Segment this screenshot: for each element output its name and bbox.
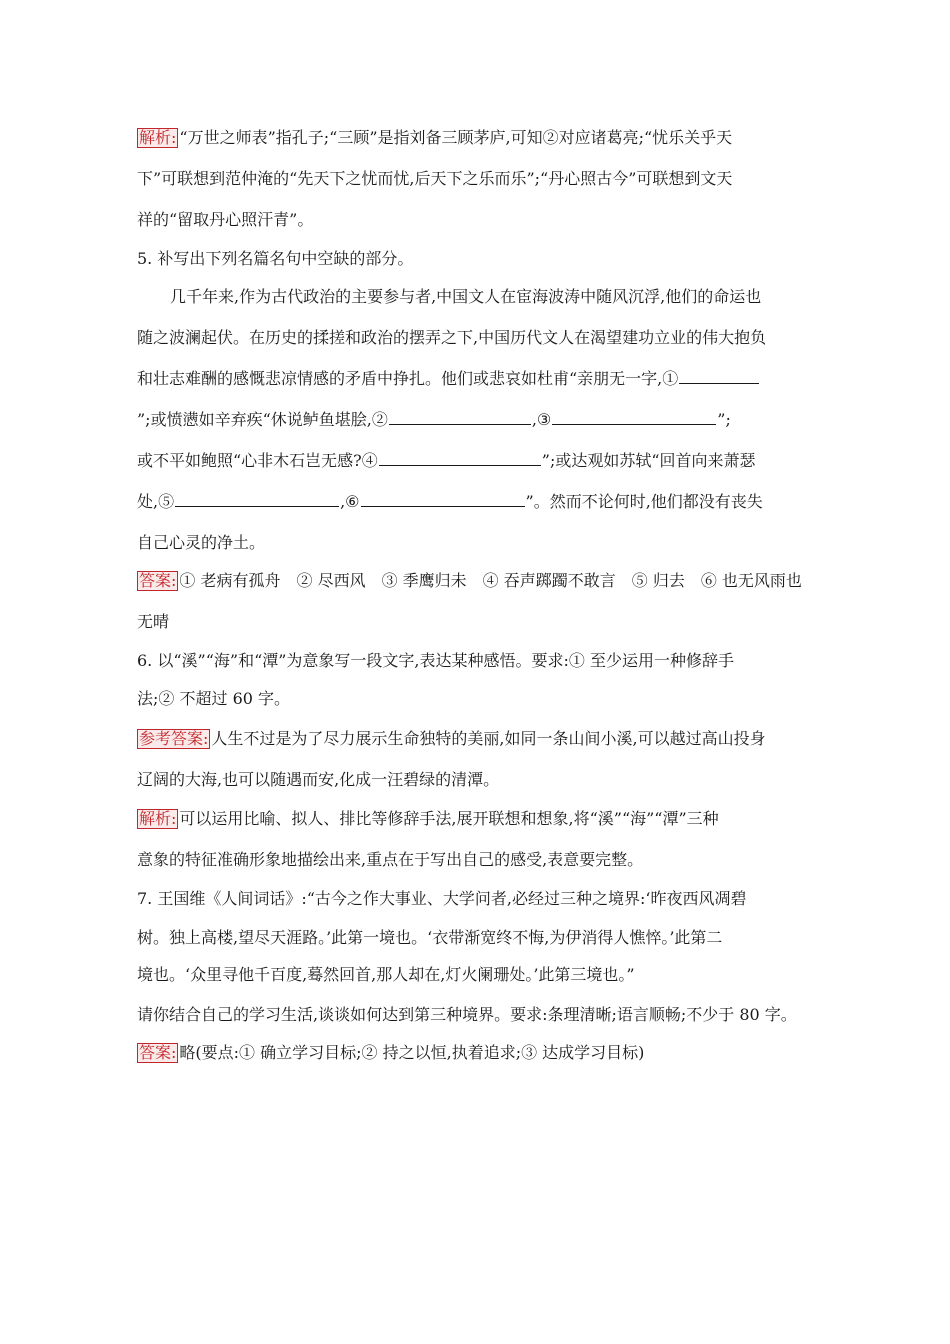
q5-paragraph-line-6 xyxy=(137,491,763,513)
reference-answer-tag: 参考答案: xyxy=(139,729,209,748)
q5-paragraph-line-3 xyxy=(137,368,760,390)
analysis-tag: 解析: xyxy=(139,128,177,147)
q5-text: ,③ xyxy=(531,410,552,429)
blank-2[interactable] xyxy=(389,410,531,425)
blank-4[interactable] xyxy=(379,451,541,466)
analysis-text: 可以运用比喻、拟人、排比等修辞手法,展开联想和想象,将“溪”“海”“潭”三种 xyxy=(179,809,719,828)
q5-text: ,⑥ xyxy=(340,492,360,511)
analysis-text: “万世之师表”指孔子;“三顾”是指刘备三顾茅庐,可知②对应诸葛亮;“忧乐关乎天 xyxy=(179,128,733,147)
q5-paragraph-line-1: 几千年来,作为古代政治的主要参与者,中国文人在宦海波涛中随风沉浮,他们的命运也 xyxy=(170,287,762,306)
q6-reference-line-2: 辽阔的大海,也可以随遇而安,化成一汪碧绿的清潭。 xyxy=(137,770,500,789)
q5-text: ”;或愤懑如辛弃疾“休说鲈鱼堪脍,② xyxy=(137,410,388,429)
q5-text: 或不平如鲍照“心非木石岂无感?④ xyxy=(137,451,378,470)
q5-text: ”。然而不论何时,他们都没有丧失 xyxy=(525,492,763,511)
q7-line-1: 7. 王国维《人间词话》:“古今之作大事业、大学问者,必经过三种之境界:‘昨夜西风凋碧 xyxy=(137,889,747,908)
q6-title-line-1: 6. 以“溪”“海”和“潭”为意象写一段文字,表达某种感悟。要求:① 至少运用一种修辞手 xyxy=(137,651,734,670)
answer-text: 略(要点:① 确立学习目标;② 持之以恒,执着追求;③ 达成学习目标) xyxy=(179,1043,645,1062)
q7-line-2: 树。独上高楼,望尽天涯路。’此第一境也。‘衣带渐宽终不悔,为伊消得人憔悴。’此第二 xyxy=(137,928,723,947)
q7-line-3: 境也。‘众里寻他千百度,蓦然回首,那人却在,灯火阑珊处。’此第三境也。” xyxy=(137,965,635,984)
item4-analysis-line-1 xyxy=(137,127,732,149)
blank-3[interactable] xyxy=(552,410,716,425)
q6-analysis-line-1 xyxy=(137,808,719,830)
q5-paragraph-line-4 xyxy=(137,409,731,431)
q5-answer-line-2: 无晴 xyxy=(137,612,170,631)
q5-text: ”; xyxy=(717,410,731,429)
reference-answer-text: 人生不过是为了尽力展示生命独特的美丽,如同一条山间小溪,可以越过高山投身 xyxy=(211,729,766,748)
q6-reference-line-1 xyxy=(137,728,766,750)
q5-paragraph-line-7: 自己心灵的净土。 xyxy=(137,533,266,552)
blank-6[interactable] xyxy=(361,492,525,507)
item4-analysis-line-2: 下”可联想到范仲淹的“先天下之忧而忧,后天下之乐而乐”;“丹心照古今”可联想到文天 xyxy=(137,169,733,188)
q7-line-4: 请你结合自己的学习生活,谈谈如何达到第三种境界。要求:条理清晰;语言顺畅;不少于 80 字。 xyxy=(137,1005,797,1024)
q5-paragraph-line-5 xyxy=(137,450,756,472)
answer-text: ① 老病有孤舟 ② 尽西风 ③ 季鹰归未 ④ 吞声踯躅不敢言 ⑤ 归去 ⑥ 也无风雨也 xyxy=(179,571,802,590)
q5-text: 和壮志难酬的感慨悲凉情感的矛盾中挣扎。他们或悲哀如杜甫“亲朋无一字,① xyxy=(137,369,679,388)
q5-text: 处,⑤ xyxy=(137,492,175,511)
blank-1[interactable] xyxy=(679,369,759,384)
q6-title-line-2: 法;② 不超过 60 字。 xyxy=(137,689,291,708)
answer-tag: 答案: xyxy=(139,571,177,590)
answer-tag: 答案: xyxy=(139,1043,177,1062)
q5-answer-line-1 xyxy=(137,570,802,592)
blank-5[interactable] xyxy=(175,492,339,507)
q7-answer xyxy=(137,1042,644,1064)
q5-paragraph-line-2: 随之波澜起伏。在历史的揉搓和政治的摆弄之下,中国历代文人在渴望建功立业的伟大抱负 xyxy=(137,328,767,347)
q5-title: 5. 补写出下列名篇名句中空缺的部分。 xyxy=(137,249,414,268)
analysis-tag: 解析: xyxy=(139,809,177,828)
q5-text: ”;或达观如苏轼“回首向来萧瑟 xyxy=(541,451,756,470)
item4-analysis-line-3: 祥的“留取丹心照汗青”。 xyxy=(137,210,314,229)
q6-analysis-line-2: 意象的特征准确形象地描绘出来,重点在于写出自己的感受,表意要完整。 xyxy=(137,850,644,869)
